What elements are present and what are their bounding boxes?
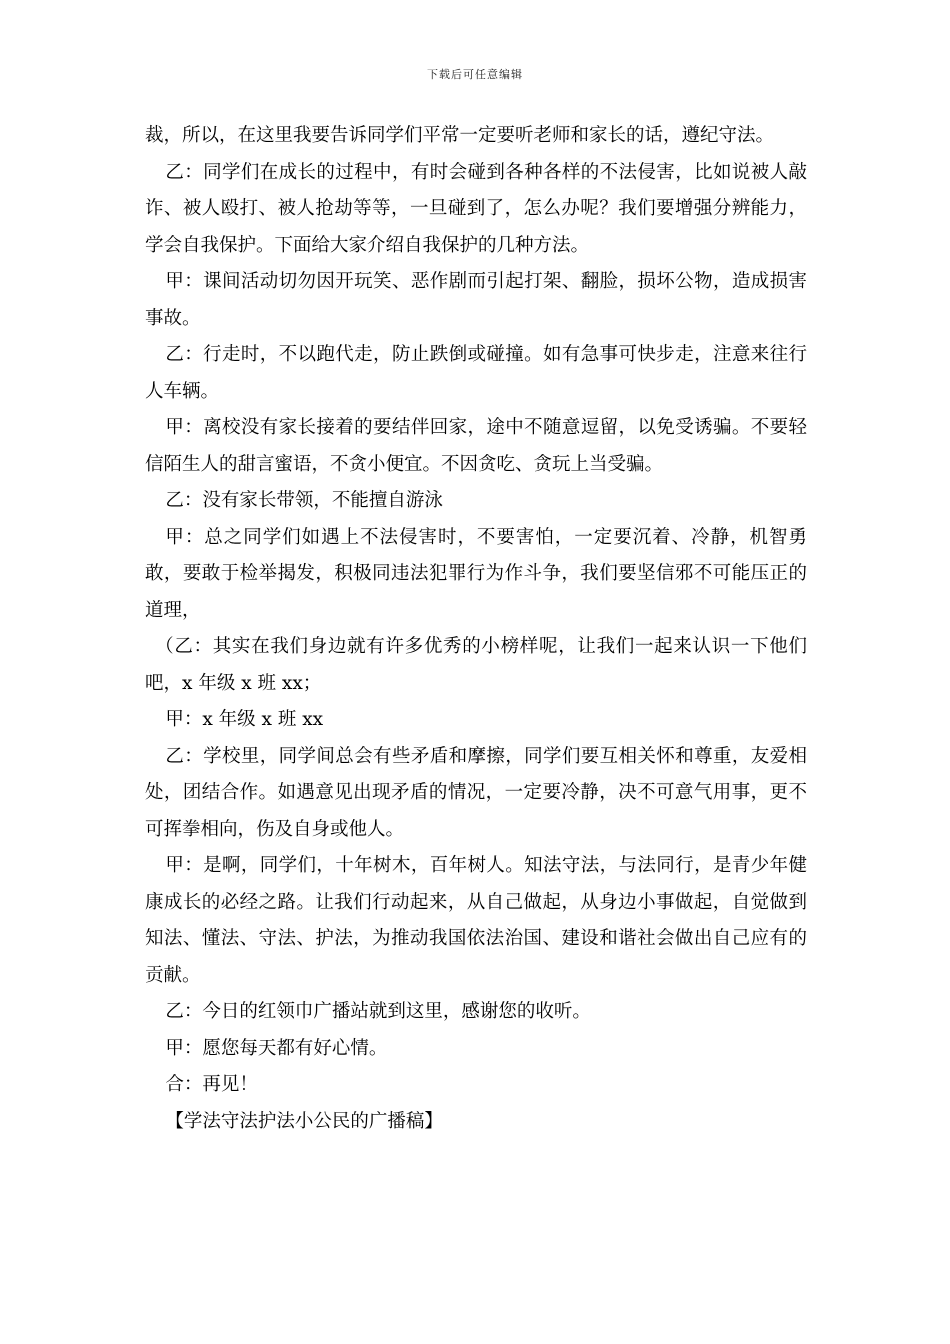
page-header: 下载后可任意编辑 <box>427 68 523 81</box>
paragraph-jia-dialogue: 甲：x 年级 x 班 xx <box>165 709 324 730</box>
paragraph-yi-dialogue: 乙：行走时，不以跑代走，防止跌倒或碰撞。如有急事可快步走，注意来往行人车辆。 <box>145 344 807 402</box>
paragraph-yi-dialogue: （乙：其实在我们身边就有许多优秀的小榜样呢，让我们一起来认识一下他们吧，x 年级 x 班 xx； <box>145 636 807 694</box>
paragraph-yi-dialogue: 乙：今日的红领巾广播站就到这里，感谢您的收听。 <box>165 1001 591 1022</box>
paragraph-jia-dialogue: 甲：课间活动切勿因开玩笑、恶作剧而引起打架、翻脸，损坏公物，造成损害事故。 <box>145 271 807 329</box>
paragraph-yi-dialogue: 乙：没有家长带领，不能擅自游泳 <box>165 490 443 511</box>
paragraph-jia-dialogue: 甲：是啊，同学们，十年树木，百年树人。知法守法，与法同行，是青少年健康成长的必经之路。让我们行动起来，从自己做起，从身边小事做起，自觉做到知法、懂法、守法、护法，为推动我国依法治国、建设和谐社会做出自己应有的贡献。 <box>145 855 807 986</box>
paragraph-jia-dialogue: 甲：离校没有家长接着的要结伴回家，途中不随意逗留，以免受诱骗。不要轻信陌生人的甜言蜜语，不贪小便宜。不因贪吃、贪玩上当受骗。 <box>145 417 807 475</box>
document-title-footer: 【学法守法护法小公民的广播稿】 <box>165 1110 443 1132</box>
paragraph-yi-dialogue: 乙：学校里，同学间总会有些矛盾和摩擦，同学们要互相关怀和尊重，友爱相处，团结合作。如遇意见出现矛盾的情况，一定要冷静，决不可意气用事，更不可挥拳相向，伤及自身或他人。 <box>145 745 807 840</box>
paragraph-jia-dialogue: 甲：愿您每天都有好心情。 <box>165 1037 388 1059</box>
paragraph-continuation: 裁，所以，在这里我要告诉同学们平常一定要听老师和家长的话，遵纪守法。 <box>145 125 775 146</box>
paragraph-jia-dialogue: 甲：总之同学们如遇上不法侵害时，不要害怕，一定要沉着、冷静，机智勇敢，要敢于检举揭发，积极同违法犯罪行为作斗争，我们要坚信邪不可能压正的道理， <box>145 526 807 621</box>
paragraph-together-dialogue: 合：再见！ <box>165 1074 258 1095</box>
paragraph-yi-dialogue: 乙：同学们在成长的过程中，有时会碰到各种各样的不法侵害，比如说被人敲诈、被人殴打、被人抢劫等等，一旦碰到了，怎么办呢？我们要增强分辨能力，学会自我保护。下面给大家介绍自我保护的几种方法。 <box>145 161 807 256</box>
document-body <box>145 118 807 1140</box>
